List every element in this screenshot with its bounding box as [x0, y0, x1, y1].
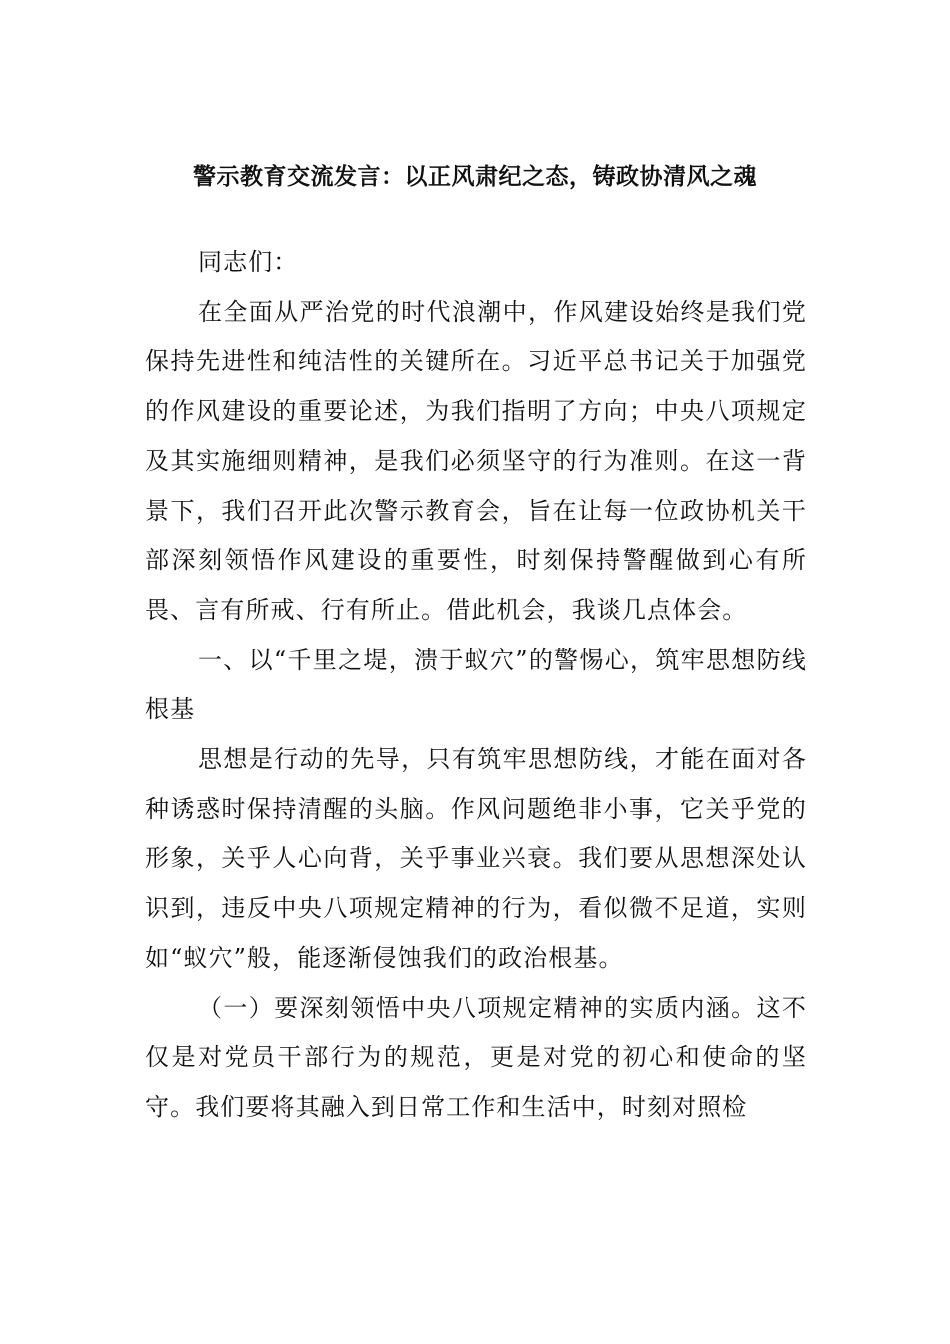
salutation: 同志们： [198, 248, 299, 276]
document-body [145, 238, 807, 1133]
section-heading: 一、以“千里之堤，溃于蚁穴”的警惕心，筑牢思想防线根基 [145, 645, 807, 724]
body-paragraph: 思想是行动的先导，只有筑牢思想防线，才能在面对各种诱惑时保持清醒的头脑。作风问题绝非小事，它关乎党的形象，关乎人心向背，关乎事业兴衰。我们要从思想深处认识到，违反中央八项规定精神的行为，看似微不足道，实则如“蚁穴”般，能逐渐侵蚀我们的政治根基。 [145, 745, 807, 972]
body-paragraph: 在全面从严治党的时代浪潮中，作风建设始终是我们党保持先进性和纯洁性的关键所在。习近平总书记关于加强党的作风建设的重要论述，为我们指明了方向；中央八项规定及其实施细则精神，是我们必须坚守的行为准则。在这一背景下，我们召开此次警示教育会，旨在让每一位政协机关干部深刻领悟作风建设的重要性，时刻保持警醒做到心有所畏、言有所戒、行有所止。借此机会，我谈几点体会。 [145, 297, 807, 624]
body-paragraph: （一）要深刻领悟中央八项规定精神的实质内涵。这不仅是对党员干部行为的规范，更是对党的初心和使命的坚守。我们要将其融入到日常工作和生活中，时刻对照检 [145, 993, 807, 1121]
document-title: 警示教育交流发言：以正风肃纪之态，铸政协清风之魂 [193, 164, 757, 190]
